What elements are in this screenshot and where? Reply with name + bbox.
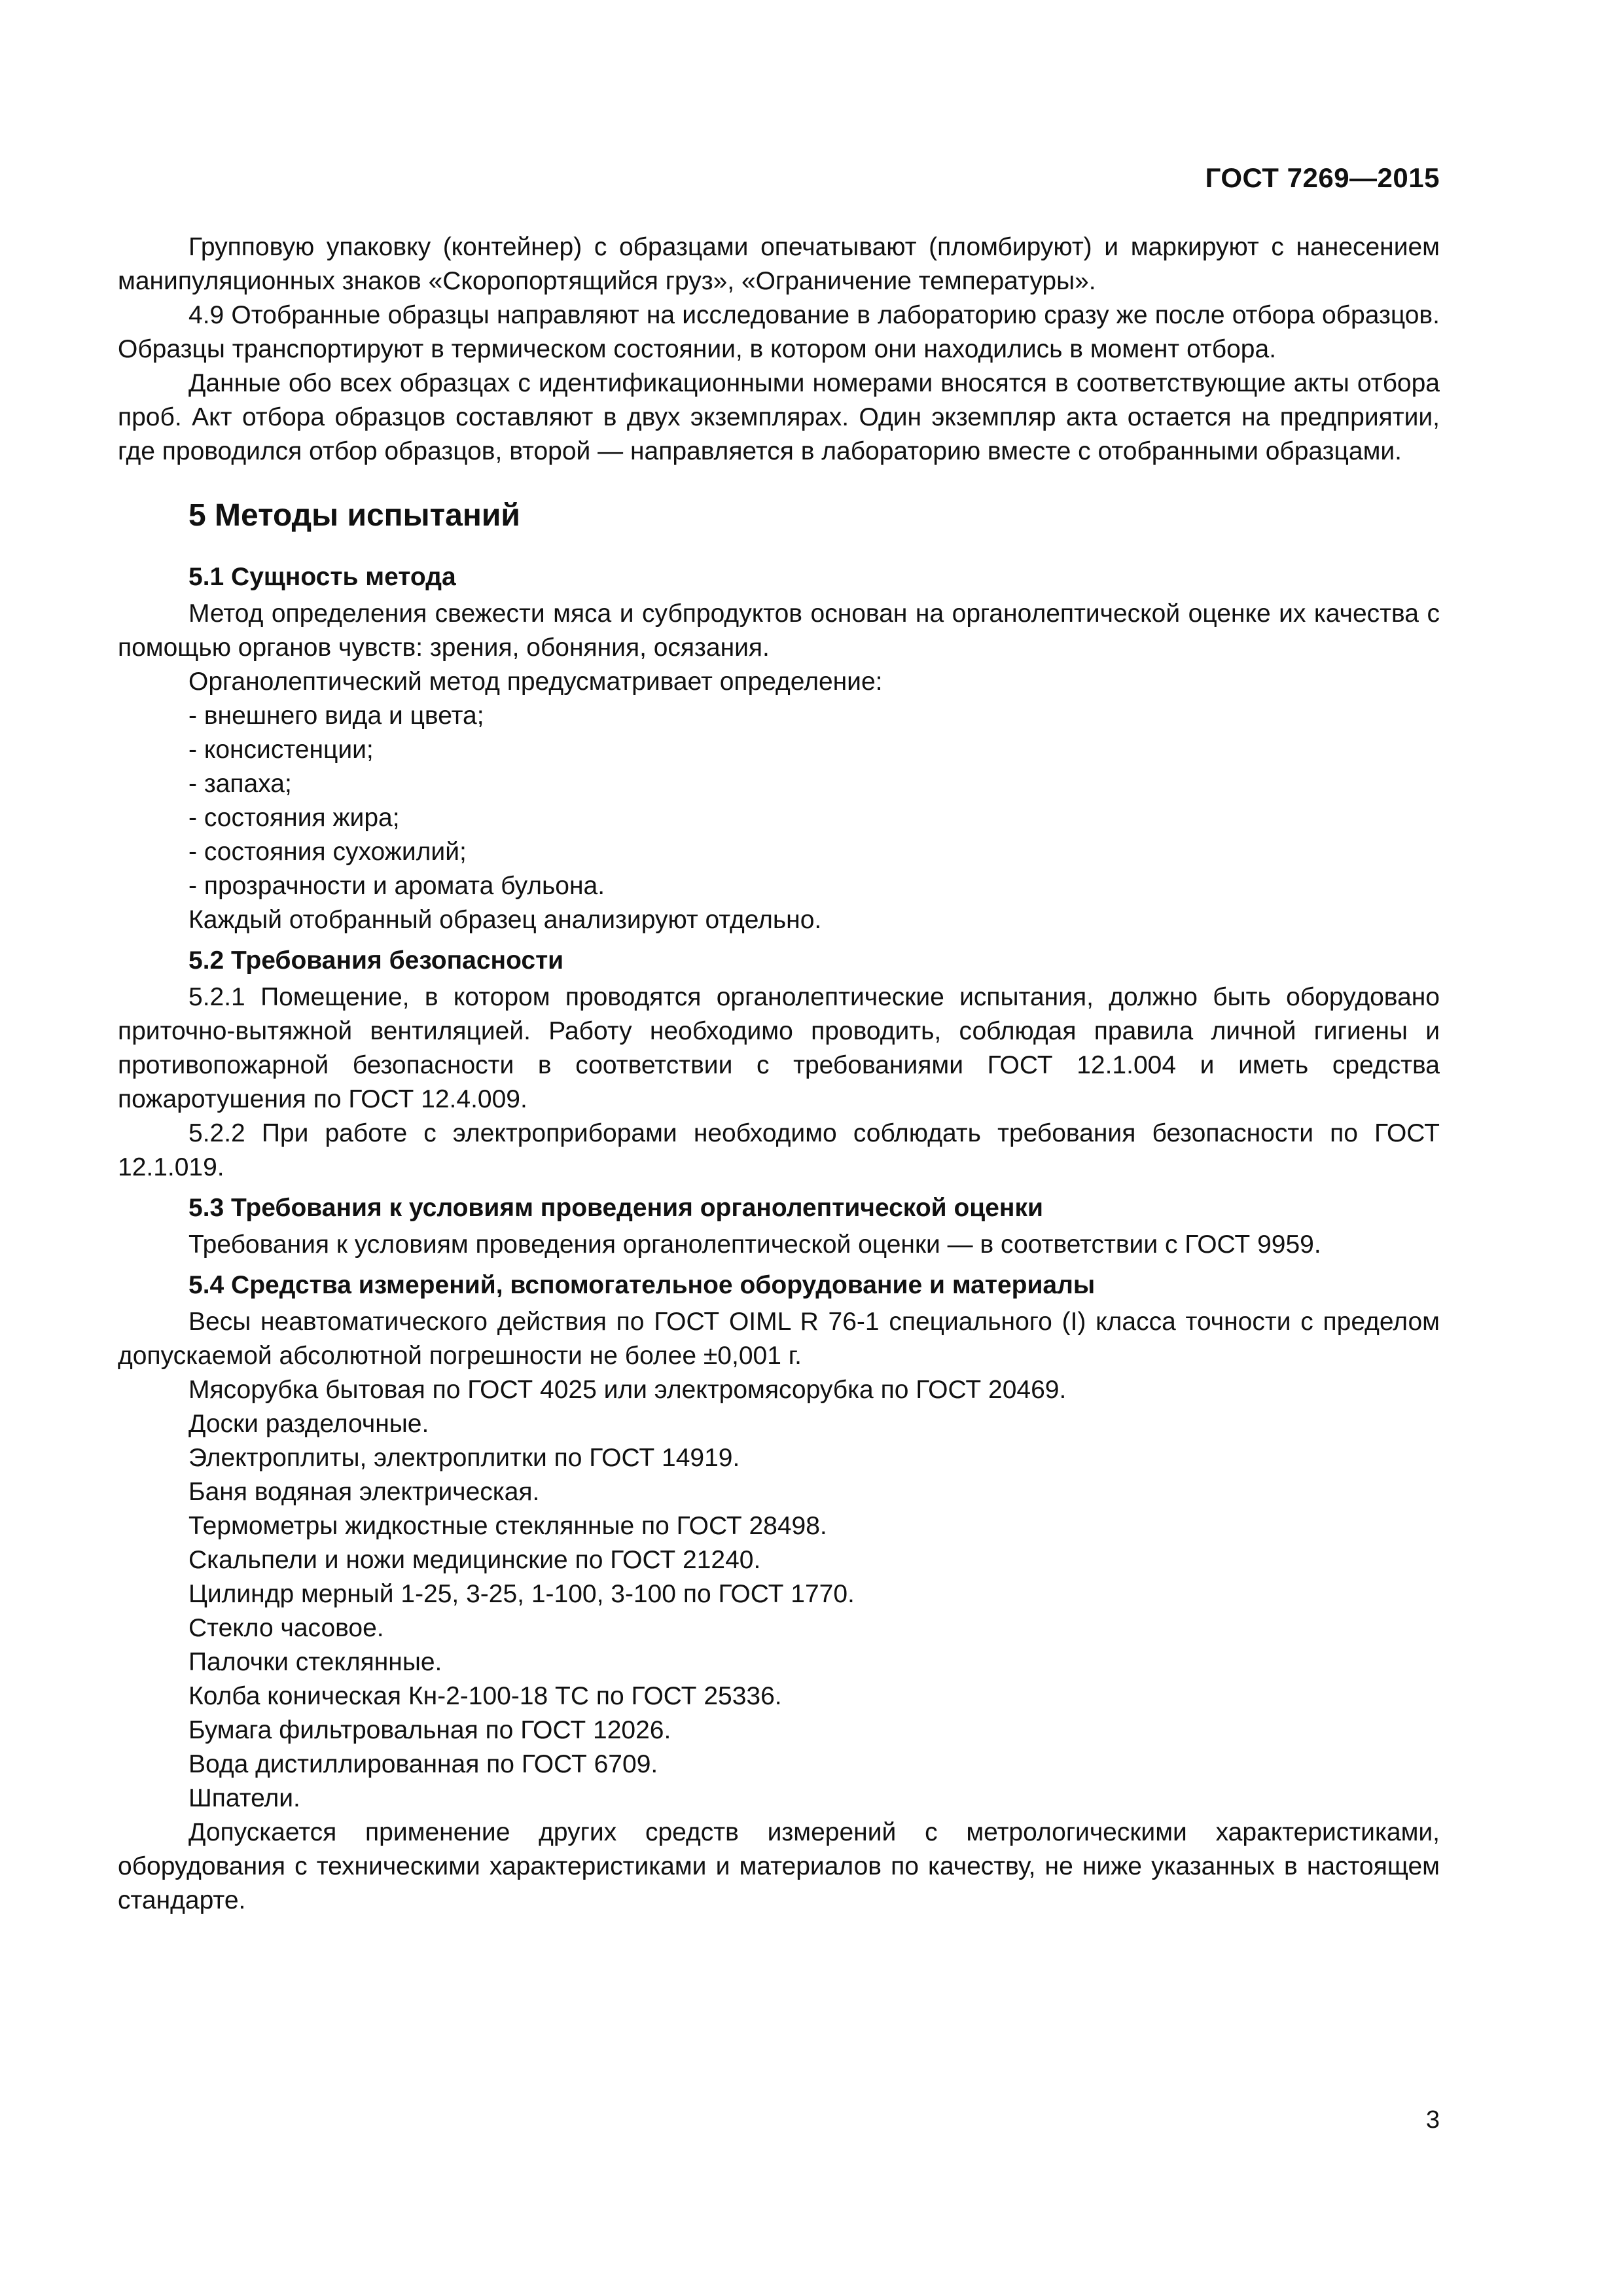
list-item: - консистенции; [188,736,374,764]
section-5-2-1-paragraph: 5.2.1 Помещение, в котором проводятся органолептические испытания, должно быть оборудовано приточно-вытяжной вентиляцией. Работу необходимо проводить, соблюдая правила личной гигиены и противопожарной безопасности в соответствии с требованиями ГОСТ 12.1.004 и иметь средства пожаротушения по ГОСТ 12.4.009. [118,983,1440,1113]
list-item: - запаха; [188,770,292,798]
list-item: - прозрачности и аромата бульона. [188,872,605,900]
section-5-3-paragraph: Требования к условиям проведения органолептической оценки — в соответствии с ГОСТ 9959. [188,1230,1321,1259]
list-item: - состояния жира; [188,804,400,832]
page-number: 3 [1425,2106,1440,2134]
section-5-2-title: 5.2 Требования безопасности [188,946,564,975]
section-5-title: 5 Методы испытаний [188,498,520,533]
section-5-1-paragraph-3: Каждый отобранный образец анализируют отдельно. [188,906,822,934]
intro-paragraph-2: 4.9 Отобранные образцы направляют на исследование в лабораторию сразу же после отбора образцов. Образцы транспортируют в термическом состоянии, в котором они находились в момент отбора. [118,301,1440,363]
equipment-line: Вода дистиллированная по ГОСТ 6709. [188,1750,658,1778]
intro-paragraph-1: Групповую упаковку (контейнер) с образцами опечатывают (пломбируют) и маркируют с нанесением манипуляционных знаков «Скоропортящийся груз», «Ограничение температуры». [118,233,1440,295]
section-5-4-paragraph-2: Допускается применение других средств измерений с метрологическими характеристиками, оборудования с техническими характеристиками и материалов по качеству, не ниже указанных в настоящем стандарте. [118,1818,1440,1914]
list-item: - состояния сухожилий; [188,838,467,866]
equipment-line: Доски разделочные. [188,1410,429,1438]
equipment-line: Палочки стеклянные. [188,1648,442,1676]
section-5-3-title: 5.3 Требования к условиям проведения органолептической оценки [188,1194,1043,1222]
document-body [118,230,1440,1918]
equipment-line: Стекло часовое. [188,1614,384,1642]
equipment-line: Бумага фильтровальная по ГОСТ 12026. [188,1716,671,1744]
equipment-line: Цилиндр мерный 1-25, 3-25, 1-100, 3-100 по ГОСТ 1770. [188,1580,855,1608]
document-code-header: ГОСТ 7269—2015 [1205,162,1440,193]
section-5-2-2-paragraph: 5.2.2 При работе с электроприборами необходимо соблюдать требования безопасности по ГОСТ 12.1.019. [118,1119,1440,1181]
equipment-line: Баня водяная электрическая. [188,1478,540,1506]
equipment-line: Электроплиты, электроплитки по ГОСТ 14919. [188,1444,740,1472]
list-item: - внешнего вида и цвета; [188,702,484,730]
intro-paragraph-3: Данные обо всех образцах с идентификационными номерами вносятся в соответствующие акты отбора проб. Акт отбора образцов составляют в двух экземплярах. Один экземпляр акта остается на предприятии, где проводился отбор образцов, второй — направляется в лабораторию вместе с отобранными образцами. [118,369,1440,465]
section-5-4-paragraph-1: Весы неавтоматического действия по ГОСТ OIML R 76-1 специального (I) класса точности с пределом допускаемой абсолютной погрешности не более ±0,001 г. [118,1308,1440,1370]
equipment-line: Термометры жидкостные стеклянные по ГОСТ 28498. [188,1512,827,1540]
section-5-1-paragraph-2: Органолептический метод предусматривает определение: [188,668,883,696]
equipment-line: Шпатели. [188,1784,300,1812]
equipment-line: Скальпели и ножи медицинские по ГОСТ 21240. [188,1546,761,1574]
section-5-4-title: 5.4 Средства измерений, вспомогательное оборудование и материалы [188,1271,1096,1299]
equipment-line: Колба коническая Кн-2-100-18 ТС по ГОСТ 25336. [188,1682,782,1710]
section-5-1-title: 5.1 Сущность метода [188,563,456,591]
equipment-line: Мясорубка бытовая по ГОСТ 4025 или электромясорубка по ГОСТ 20469. [188,1376,1067,1404]
section-5-1-paragraph-1: Метод определения свежести мяса и субпродуктов основан на органолептической оценке их качества с помощью органов чувств: зрения, обоняния, осязания. [118,600,1440,662]
